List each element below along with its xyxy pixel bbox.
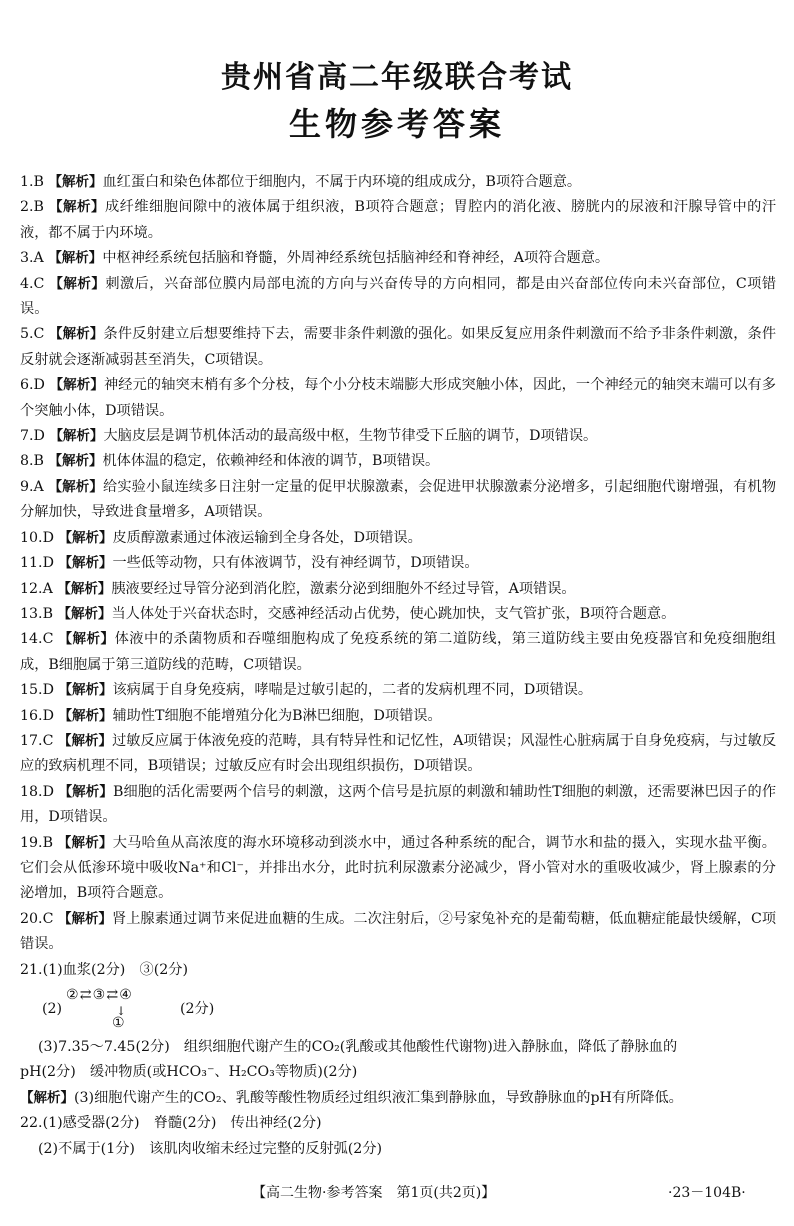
analysis-tag: 【解析】 [57, 580, 112, 597]
answer-number: 9.A [20, 478, 44, 495]
analysis-tag: 【解析】 [58, 707, 113, 724]
analysis-text: 胰液要经过导管分泌到消化腔，激素分泌到细胞外不经过导管，A项错误。 [111, 580, 576, 597]
answer-number: 2.B [20, 199, 44, 216]
footer-page-info: 【高二生物·参考答案 第1页(共2页)】 [252, 1185, 496, 1201]
answer-number: 4.C [20, 275, 45, 292]
answer-item [20, 246, 776, 271]
q21-diagram-chain: ②⇄③⇄④ [66, 987, 133, 1003]
exam-subtitle: 生物参考答案 [288, 105, 505, 143]
down-arrow-icon: ↓ [116, 1004, 127, 1018]
analysis-tag: 【解析】 [20, 1089, 74, 1106]
analysis-text: 机体体温的稳定，依赖神经和体液的调节，B项错误。 [102, 453, 440, 470]
exam-title: 贵州省高二年级联合考试 [221, 60, 573, 95]
answer-item [20, 551, 776, 576]
answer-number: 18.D [20, 783, 54, 800]
analysis-text: 辅助性T细胞不能增殖分化为B淋巴细胞，D项错误。 [112, 707, 442, 724]
q21-line-3b: pH(2分) 缓冲物质(或HCO₃⁻、H₂CO₃等物质)(2分) [20, 1064, 358, 1081]
answer-number: 20.C [20, 910, 54, 927]
question-22 [20, 1111, 776, 1162]
analysis-tag: 【解析】 [49, 326, 104, 343]
answer-number: 3.A [20, 250, 44, 267]
answer-number: 11.D [20, 555, 54, 572]
analysis-tag: 【解析】 [48, 250, 103, 267]
analysis-text: 当人体处于兴奋状态时，交感神经活动占优势，使心跳加快，支气管扩张，B项符合题意。 [111, 605, 676, 622]
analysis-text: 体液中的杀菌物质和吞噬细胞构成了免疫系统的第二道防线，第三道防线主要由免疫器官和免疫细胞组成，B细胞属于第三道防线的范畴，C项错误。 [20, 631, 776, 673]
analysis-tag: 【解析】 [48, 478, 103, 495]
analysis-tag: 【解析】 [57, 834, 113, 851]
analysis-text: 成纤维细胞间隙中的液体属于组织液，B项符合题意；胃腔内的消化液、膀胱内的尿液和汗腺导管中的汗液，都不属于内环境。 [20, 199, 777, 241]
analysis-text: 条件反射建立后想要维持下去，需要非条件刺激的强化。如果反复应用条件刺激而不给予非条件刺激，条件反射就会逐渐减弱甚至消失，C项错误。 [20, 326, 777, 368]
answer-number: 15.D [20, 682, 54, 699]
analysis-tag: 【解析】 [58, 783, 113, 800]
answer-number: 6.D [20, 377, 45, 394]
analysis-tag: 【解析】 [58, 631, 115, 648]
q22-line-2: (2)不属于(1分) 该肌肉收缩未经过完整的反射弧(2分) [38, 1140, 383, 1157]
answer-item [20, 577, 776, 602]
q22-line-1: 22.(1)感受器(2分) 脊髓(2分) 传出神经(2分) [20, 1115, 322, 1132]
answer-number: 16.D [20, 707, 54, 724]
q21-diagram-bottom: ① [112, 1015, 125, 1031]
analysis-text: 血红蛋白和染色体都位于细胞内，不属于内环境的组成成分，B项符合题意。 [102, 174, 582, 190]
analysis-text: 中枢神经系统包括脑和脊髓，外周神经系统包括脑神经和脊神经，A项符合题意。 [102, 250, 610, 267]
fluid-exchange-diagram [20, 983, 776, 1035]
analysis-text: 该病属于自身免疫病，哮喘是过敏引起的，二者的发病机理不同，D项错误。 [112, 682, 593, 699]
answer-number: 17.C [20, 732, 54, 749]
analysis-text: 大脑皮层是调节机体活动的最高级中枢，生物节律受下丘脑的调节，D项错误。 [103, 428, 598, 445]
analysis-text: 大马哈鱼从高浓度的海水环境移动到淡水中，通过各种系统的配合，调节水和盐的摄入，实现水盐平衡。它们会从低渗环境中吸收Na⁺和Cl⁻，并排出水分，此时抗利尿激素分泌减少，肾小管对水的重吸收减少，肾上腺素的分泌增加，B项符合题意。 [20, 834, 776, 902]
answer-item [20, 627, 776, 678]
analysis-tag: 【解析】 [57, 605, 112, 622]
answer-item [20, 907, 776, 958]
analysis-text: (3)细胞代谢产生的CO₂、乳酸等酸性物质经过组织液汇集到静脉血，导致静脉血的pH有所降低。 [74, 1089, 683, 1106]
analysis-text: 神经元的轴突末梢有多个分枝，每个小分枝末端膨大形成突触小体，因此，一个神经元的轴突末端可以有多个突触小体，D项错误。 [20, 377, 776, 419]
answer-item [20, 424, 776, 449]
answer-item [20, 475, 776, 526]
answer-item [20, 322, 776, 373]
q21-line-1: 21.(1)血浆(2分) ③(2分) [20, 961, 188, 978]
answer-item [20, 170, 776, 195]
answer-item [20, 678, 776, 703]
answer-number: 5.C [20, 326, 45, 343]
analysis-tag: 【解析】 [48, 453, 103, 470]
answer-number: 10.D [20, 529, 54, 546]
analysis-tag: 【解析】 [58, 555, 113, 572]
analysis-tag: 【解析】 [57, 910, 112, 927]
answer-number: 13.B [20, 605, 53, 622]
answer-item [20, 780, 776, 831]
answer-number: 12.A [20, 580, 53, 597]
answer-number: 19.B [20, 834, 53, 851]
answer-item [20, 831, 776, 907]
analysis-tag: 【解析】 [57, 732, 113, 749]
analysis-tag: 【解析】 [48, 199, 105, 216]
answer-item [20, 373, 776, 424]
analysis-text: 肾上腺素通过调节来促进血糖的生成。二次注射后，②号家兔补充的是葡萄糖，低血糖症能最快缓解，C项错误。 [20, 910, 777, 953]
q21-line-3a: (3)7.35～7.45(2分) 组织细胞代谢产生的CO₂(乳酸或其他酸性代谢物)进入静脉血，降低了静脉血的 [38, 1039, 678, 1055]
analysis-tag: 【解析】 [49, 377, 104, 394]
answer-item [20, 729, 776, 780]
answer-number: 1.B [20, 174, 44, 190]
answer-item [20, 704, 776, 729]
answer-number: 14.C [20, 631, 54, 648]
answer-list [20, 170, 776, 1162]
analysis-text: 过敏反应属于体液免疫的范畴，具有特异性和记忆性，A项错误；风湿性心脏病属于自身免疫病，与过敏反应的致病机理不同，B项错误；过敏反应有时会出现组织损伤，D项错误。 [20, 732, 777, 775]
answer-item [20, 602, 776, 627]
answer-number: 7.D [20, 428, 45, 445]
analysis-text: 皮质醇激素通过体液运输到全身各处，D项错误。 [112, 529, 422, 546]
analysis-tag: 【解析】 [48, 174, 103, 190]
analysis-text: 给实验小鼠连续多日注射一定量的促甲状腺激素，会促进甲状腺激素分泌增多，引起细胞代谢增强，有机物分解加快，导致进食量增多，A项错误。 [20, 478, 777, 521]
analysis-text: 刺激后，兴奋部位膜内局部电流的方向与兴奋传导的方向相同，都是由兴奋部位传向未兴奋部位，C项错误。 [20, 275, 777, 318]
analysis-tag: 【解析】 [58, 682, 113, 699]
analysis-text: B细胞的活化需要两个信号的刺激，这两个信号是抗原的刺激和辅助性T细胞的刺激，还需要淋巴因子的作用，D项错误。 [20, 783, 777, 826]
analysis-tag: 【解析】 [58, 529, 113, 546]
question-21 [20, 958, 776, 1112]
answer-number: 8.B [20, 453, 44, 470]
answer-item [20, 272, 776, 323]
analysis-tag: 【解析】 [49, 275, 106, 292]
answer-item [20, 449, 776, 474]
q21-diagram-label: (2) [42, 1001, 63, 1017]
q21-diagram-score: (2分) [180, 1001, 215, 1017]
analysis-tag: 【解析】 [49, 428, 104, 445]
q21-analysis [20, 1086, 776, 1111]
answer-item [20, 526, 776, 551]
answer-item [20, 195, 776, 246]
analysis-text: 一些低等动物，只有体液调节，没有神经调节，D项错误。 [112, 555, 479, 572]
footer-code: ·23－104B· [668, 1185, 746, 1201]
